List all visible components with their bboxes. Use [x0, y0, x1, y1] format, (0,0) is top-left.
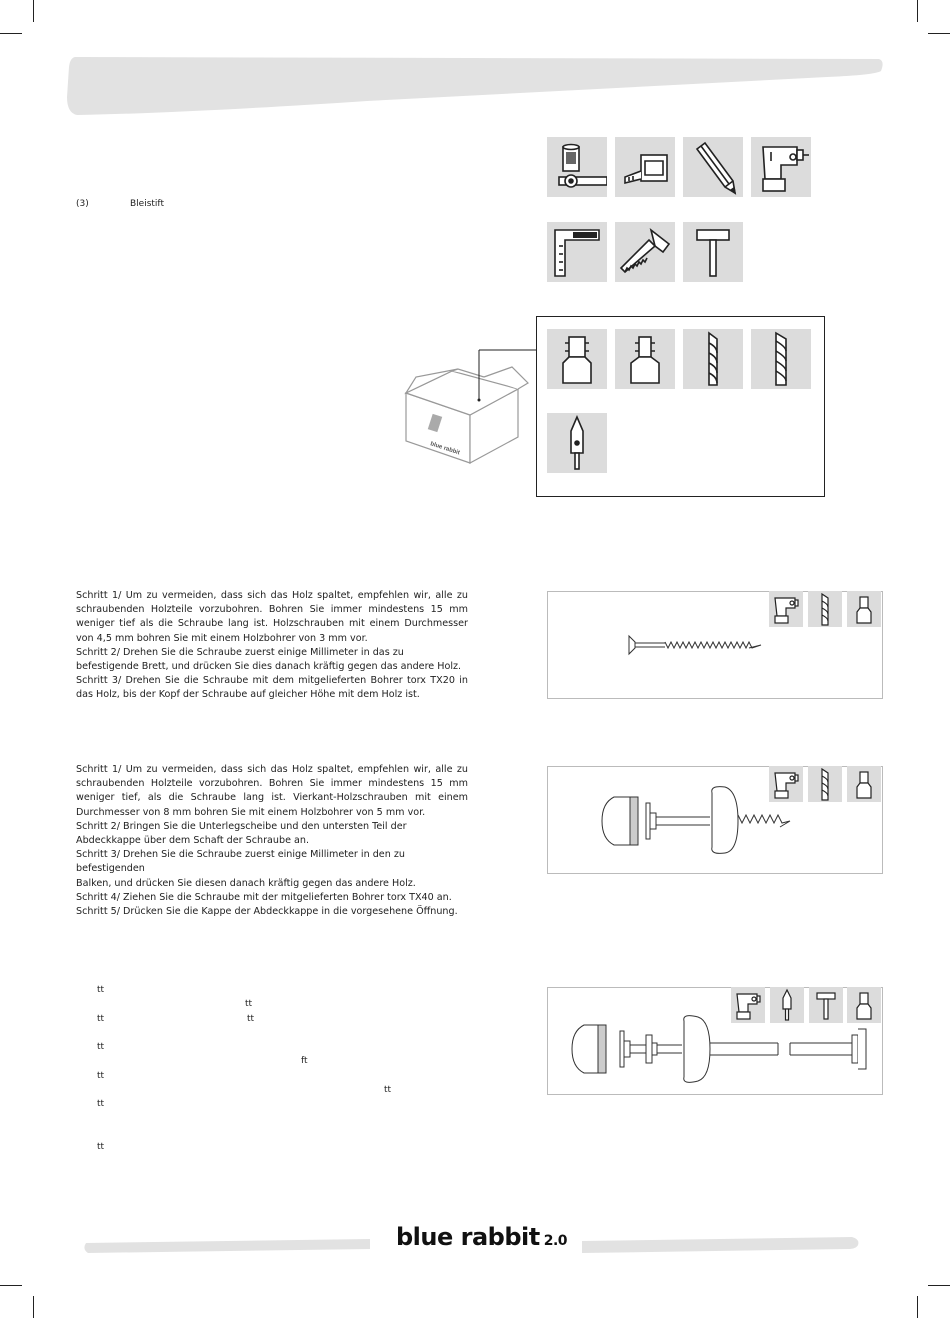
text-fragment: tt	[384, 1085, 392, 1095]
step-2-text-cont: befestigende Brett, und drücken Sie dies danach kräftig gegen das andere Holz.	[76, 661, 462, 673]
step-2-text-cont: Abdeckkappe über dem Schaft der Schraube an.	[76, 835, 310, 847]
text-fragment: tt	[97, 1142, 105, 1152]
torx-bit-icon	[615, 329, 675, 389]
pencil-number: (3)	[76, 199, 89, 209]
hammer-icon	[683, 222, 743, 282]
text-fragment: tt	[97, 1099, 105, 1109]
text-fragment: tt	[247, 1014, 255, 1024]
drill-icon	[751, 137, 811, 197]
step-5-text: Schritt 5/ Drücken Sie die Kappe der Abdeckkappe in die vorgesehene Öffnung.	[76, 906, 458, 918]
step-3-text: Schritt 3/ Drehen Sie die Schraube zuerst einige Millimeter in den zu befestigenden	[76, 849, 405, 875]
text-fragment: tt	[245, 999, 253, 1009]
text-fragment: tt	[97, 1071, 105, 1081]
pencil-label: Bleistift	[130, 199, 164, 209]
box-logo: blue rabbit	[429, 441, 461, 457]
torx-bit-icon	[547, 329, 607, 389]
crop-mark	[0, 33, 22, 34]
torx-bit-icon	[847, 591, 881, 627]
drill-bit-icon	[683, 329, 743, 389]
step-3-text: Schritt 3/ Drehen Sie die Schraube mit dem mitgelieferten Bohrer torx TX20 in das Holz, bis der Kopf der Schraube auf gleicher Höhe mit dem Holz ist.	[76, 675, 468, 701]
brand-logo	[396, 1223, 567, 1251]
bolt-drawing	[570, 1015, 875, 1085]
footer-bar-left	[82, 1237, 372, 1253]
crop-mark	[0, 1285, 22, 1286]
saw-icon	[615, 222, 675, 282]
drill-bit-icon	[808, 766, 842, 802]
spade-bit-icon	[547, 413, 607, 473]
drill-bit-icon	[751, 329, 811, 389]
step-1-text: Schritt 1/ Um zu vermeiden, dass sich das Holz spaltet, empfehlen wir, alle zu schraubenden Holzteile vorzubohren. Bohren Sie immer mindestens 15 mm weniger tief, als die Schraube lang ist. Vierkant-Holzschrauben mit einem Durchmesser von 8 mm bohren Sie mit einem Holzbohrer von 5 mm vor.	[76, 764, 468, 818]
drill-icon	[769, 591, 803, 627]
text-fragment: ft	[301, 1056, 308, 1066]
section2-instructions	[76, 763, 468, 919]
crop-mark	[33, 1296, 34, 1318]
step-2-text: Schritt 2/ Bringen Sie die Unterlegscheibe und den untersten Teil der	[76, 820, 407, 832]
lag-screw-drawing	[600, 785, 795, 855]
text-fragment: tt	[97, 985, 105, 995]
section1-instructions	[76, 589, 468, 703]
brand-version: 2.0	[543, 1233, 568, 1249]
crop-mark	[917, 1296, 918, 1318]
square-ruler-icon	[547, 222, 607, 282]
header-banner	[67, 57, 883, 115]
text-fragment: tt	[97, 1014, 105, 1024]
crop-mark	[928, 1285, 950, 1286]
torx-bit-icon	[847, 766, 881, 802]
pencil-icon	[683, 137, 743, 197]
crop-mark	[33, 0, 34, 22]
socket-wrench-icon	[547, 137, 607, 197]
tape-measure-icon	[615, 137, 675, 197]
text-fragment: tt	[97, 1042, 105, 1052]
step-4-text: Schritt 4/ Ziehen Sie die Schraube mit der mitgelieferten Bohrer torx TX40 an.	[76, 891, 452, 903]
package-box	[400, 345, 540, 470]
crop-mark	[917, 0, 918, 22]
brand-name: blue rabbit	[396, 1223, 540, 1251]
footer-bar-right	[580, 1237, 860, 1253]
wood-screw-drawing	[625, 634, 765, 656]
crop-mark	[928, 33, 950, 34]
step-3-text-cont: Balken, und drücken Sie diesen danach kräftig gegen das andere Holz.	[76, 877, 416, 889]
step-2-text: Schritt 2/ Drehen Sie die Schraube zuerst einige Millimeter in das zu	[76, 646, 404, 658]
drill-bit-icon	[808, 591, 842, 627]
step-1-text: Schritt 1/ Um zu vermeiden, dass sich das Holz spaltet, empfehlen wir, alle zu schraubenden Holzteile vorzubohren. Bohren Sie immer mindestens 15 mm weniger tief als die Schraube lang ist. Holzschrauben mit einem Durchmesser von 4,5 mm bohren Sie mit einem Holzbohrer von 3 mm vor.	[76, 590, 468, 644]
